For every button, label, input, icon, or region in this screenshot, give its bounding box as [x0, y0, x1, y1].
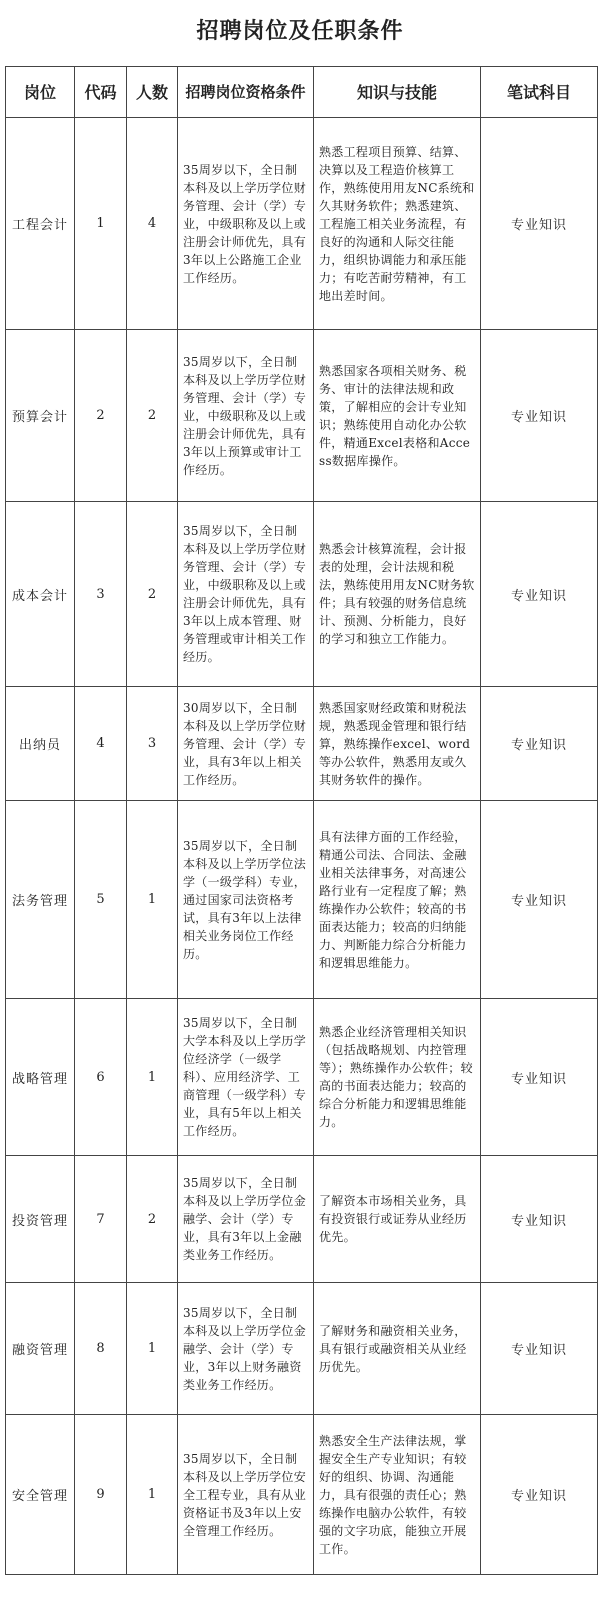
qualification-cell: 35周岁以下，全日制本科及以上学历学位法学（一级学科）专业，通过国家司法资格考试，具有3年以上法律相关业务岗位工作经历。: [178, 801, 314, 999]
count-cell: 3: [127, 687, 178, 801]
position-cell: 预算会计: [6, 330, 75, 502]
skills-cell: 熟悉企业经济管理相关知识（包括战略规划、内控管理等）；熟练操作办公软件；较高的书面表达能力；较高的综合分析能力和逻辑思维能力。: [314, 999, 481, 1156]
position-cell: 安全管理: [6, 1415, 75, 1575]
skills-cell: 熟悉国家各项相关财务、税务、审计的法律法规和政策，了解相应的会计专业知识；熟练使用自动化办公软件，精通Excel表格和Access数据库操作。: [314, 330, 481, 502]
exam-cell: 专业知识: [481, 330, 598, 502]
position-cell: 工程会计: [6, 118, 75, 330]
exam-cell: 专业知识: [481, 118, 598, 330]
code-cell: 6: [75, 999, 127, 1156]
count-cell: 1: [127, 999, 178, 1156]
table-row: [6, 330, 598, 502]
code-cell: 3: [75, 502, 127, 687]
exam-cell: 专业知识: [481, 999, 598, 1156]
skills-cell: 熟悉国家财经政策和财税法规，熟悉现金管理和银行结算，熟练操作excel、word等办公软件，熟悉用友或久其财务软件的操作。: [314, 687, 481, 801]
code-cell: 5: [75, 801, 127, 999]
qualification-cell: 35周岁以下，全日制本科及以上学历学位金融学、会计（学）专业，具有3年以上金融类业务工作经历。: [178, 1156, 314, 1283]
exam-cell: 专业知识: [481, 1156, 598, 1283]
table-row: [6, 999, 598, 1156]
qualification-cell: 35周岁以下，全日制本科及以上学历学位财务管理、会计（学）专业，中级职称及以上或注册会计师优先，具有3年以上预算或审计工作经历。: [178, 330, 314, 502]
position-cell: 成本会计: [6, 502, 75, 687]
skills-cell: 了解财务和融资相关业务，具有银行或融资相关从业经历优先。: [314, 1283, 481, 1415]
skills-cell: 熟悉安全生产法律法规，掌握安全生产专业知识；有较好的组织、协调、沟通能力，具有很强的责任心；熟练操作电脑办公软件，有较强的文字功底，能独立开展工作。: [314, 1415, 481, 1575]
header-skills: 知识与技能: [314, 67, 481, 118]
qualification-cell: 35周岁以下，全日制本科及以上学历学位财务管理、会计（学）专业，中级职称及以上或注册会计师优先，具有3年以上公路施工企业工作经历。: [178, 118, 314, 330]
qualification-cell: 30周岁以下，全日制本科及以上学历学位财务管理、会计（学）专业，具有3年以上相关工作经历。: [178, 687, 314, 801]
position-cell: 投资管理: [6, 1156, 75, 1283]
code-cell: 2: [75, 330, 127, 502]
position-cell: 出纳员: [6, 687, 75, 801]
table-row: [6, 687, 598, 801]
exam-cell: 专业知识: [481, 502, 598, 687]
header-position: 岗位: [6, 67, 75, 118]
skills-cell: 熟悉工程项目预算、结算、决算以及工程造价核算工作，熟练使用用友NC系统和久其财务软件；熟悉建筑、工程施工相关业务流程，有良好的沟通和人际交往能力，组织协调能力和承压能力；有吃苦耐劳精神，有工地出差时间。: [314, 118, 481, 330]
header-exam: 笔试科目: [481, 67, 598, 118]
code-cell: 4: [75, 687, 127, 801]
table-row: [6, 1156, 598, 1283]
skills-cell: 具有法律方面的工作经验，精通公司法、合同法、金融业相关法律事务，对高速公路行业有一定程度了解；熟练操作办公软件；较高的书面表达能力；较高的归纳能力、判断能力综合分析能力和逻辑思维能力。: [314, 801, 481, 999]
exam-cell: 专业知识: [481, 1415, 598, 1575]
position-cell: 战略管理: [6, 999, 75, 1156]
count-cell: 2: [127, 330, 178, 502]
count-cell: 1: [127, 1283, 178, 1415]
header-qualification: 招聘岗位资格条件: [178, 67, 314, 118]
code-cell: 1: [75, 118, 127, 330]
table-row: [6, 801, 598, 999]
table-row: [6, 1283, 598, 1415]
qualification-cell: 35周岁以下，全日制大学本科及以上学历学位经济学（一级学科）、应用经济学、工商管理（一级学科）专业，具有5年以上相关工作经历。: [178, 999, 314, 1156]
code-cell: 7: [75, 1156, 127, 1283]
header-count: 人数: [127, 67, 178, 118]
page-title: 招聘岗位及任职条件: [196, 19, 404, 44]
recruitment-table: [5, 66, 598, 1575]
count-cell: 2: [127, 502, 178, 687]
qualification-cell: 35周岁以下，全日制本科及以上学历学位财务管理、会计（学）专业，中级职称及以上或注册会计师优先，具有3年以上成本管理、财务管理或审计相关工作经历。: [178, 502, 314, 687]
position-cell: 法务管理: [6, 801, 75, 999]
count-cell: 1: [127, 1415, 178, 1575]
skills-cell: 了解资本市场相关业务，具有投资银行或证券从业经历优先。: [314, 1156, 481, 1283]
code-cell: 9: [75, 1415, 127, 1575]
table-row: [6, 1415, 598, 1575]
header-row: [6, 67, 598, 118]
skills-cell: 熟悉会计核算流程，会计报表的处理，会计法规和税法，熟练使用用友NC财务软件；具有较强的财务信息统计、预测、分析能力，良好的学习和独立工作能力。: [314, 502, 481, 687]
header-code: 代码: [75, 67, 127, 118]
table-row: [6, 118, 598, 330]
code-cell: 8: [75, 1283, 127, 1415]
qualification-cell: 35周岁以下，全日制本科及以上学历学位金融学、会计（学）专业，3年以上财务融资类业务工作经历。: [178, 1283, 314, 1415]
position-cell: 融资管理: [6, 1283, 75, 1415]
count-cell: 4: [127, 118, 178, 330]
exam-cell: 专业知识: [481, 687, 598, 801]
exam-cell: 专业知识: [481, 801, 598, 999]
count-cell: 2: [127, 1156, 178, 1283]
count-cell: 1: [127, 801, 178, 999]
qualification-cell: 35周岁以下，全日制本科及以上学历学位安全工程专业，具有从业资格证书及3年以上安全管理工作经历。: [178, 1415, 314, 1575]
table-row: [6, 502, 598, 687]
exam-cell: 专业知识: [481, 1283, 598, 1415]
